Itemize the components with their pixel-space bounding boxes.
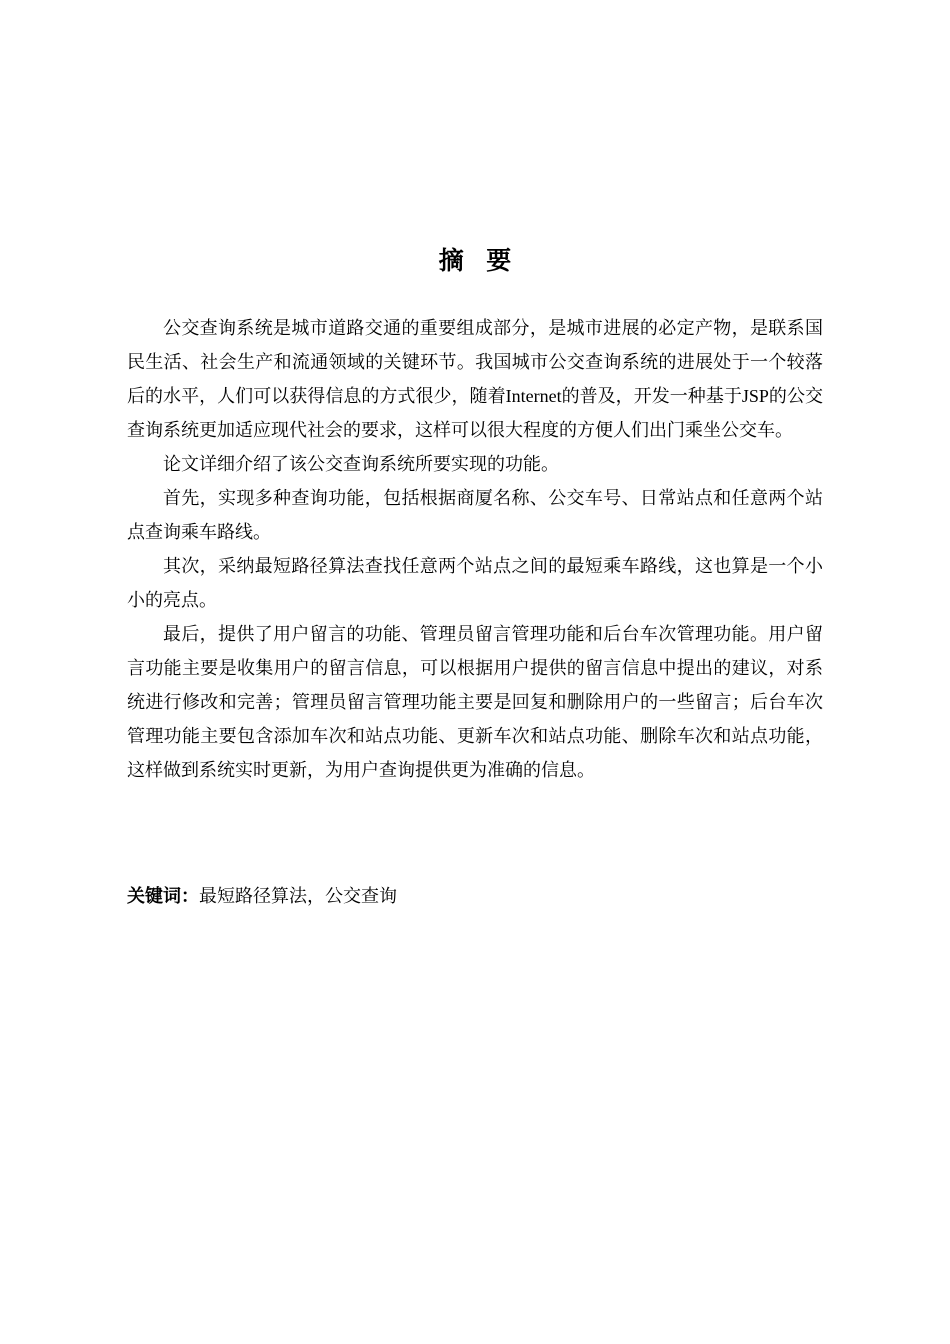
abstract-paragraph-first: 首先，实现多种查询功能，包括根据商厦名称、公交车号、日常站点和任意两个站点查询乘车路线。 xyxy=(127,488,823,542)
abstract-paragraph-last: 最后，提供了用户留言的功能、管理员留言管理功能和后台车次管理功能。用户留言功能主要是收集用户的留言信息，可以根据用户提供的留言信息中提出的建议，对系统进行修改和完善；管理员留言管理功能主要是回复和删除用户的一些留言；后台车次管理功能主要包含添加车次和站点功能、更新车次和站点功能、删除车次和站点功能，这样做到系统实时更新，为用户查询提供更为准确的信息。 xyxy=(127,624,823,780)
abstract-body xyxy=(127,311,823,787)
keywords-label: 关键词： xyxy=(127,886,199,907)
abstract-paragraph-overview: 论文详细介绍了该公交查询系统所要实现的功能。 xyxy=(163,454,559,474)
abstract-paragraph-second: 其次，采纳最短路径算法查找任意两个站点之间的最短乘车路线，这也算是一个小小的亮点。 xyxy=(127,556,823,610)
abstract-title: 摘要 xyxy=(438,246,534,275)
keywords-value: 最短路径算法，公交查询 xyxy=(199,886,397,906)
keywords-line xyxy=(127,879,823,914)
abstract-paragraph-intro: 公交查询系统是城市道路交通的重要组成部分，是城市进展的必定产物，是联系国民生活、社会生产和流通领域的关键环节。我国城市公交查询系统的进展处于一个较落后的水平，人们可以获得信息的方式很少，随着Internet的普及，开发一种基于JSP的公交查询系统更加适应现代社会的要求，这样可以很大程度的方便人们出门乘坐公交车。 xyxy=(127,318,823,440)
